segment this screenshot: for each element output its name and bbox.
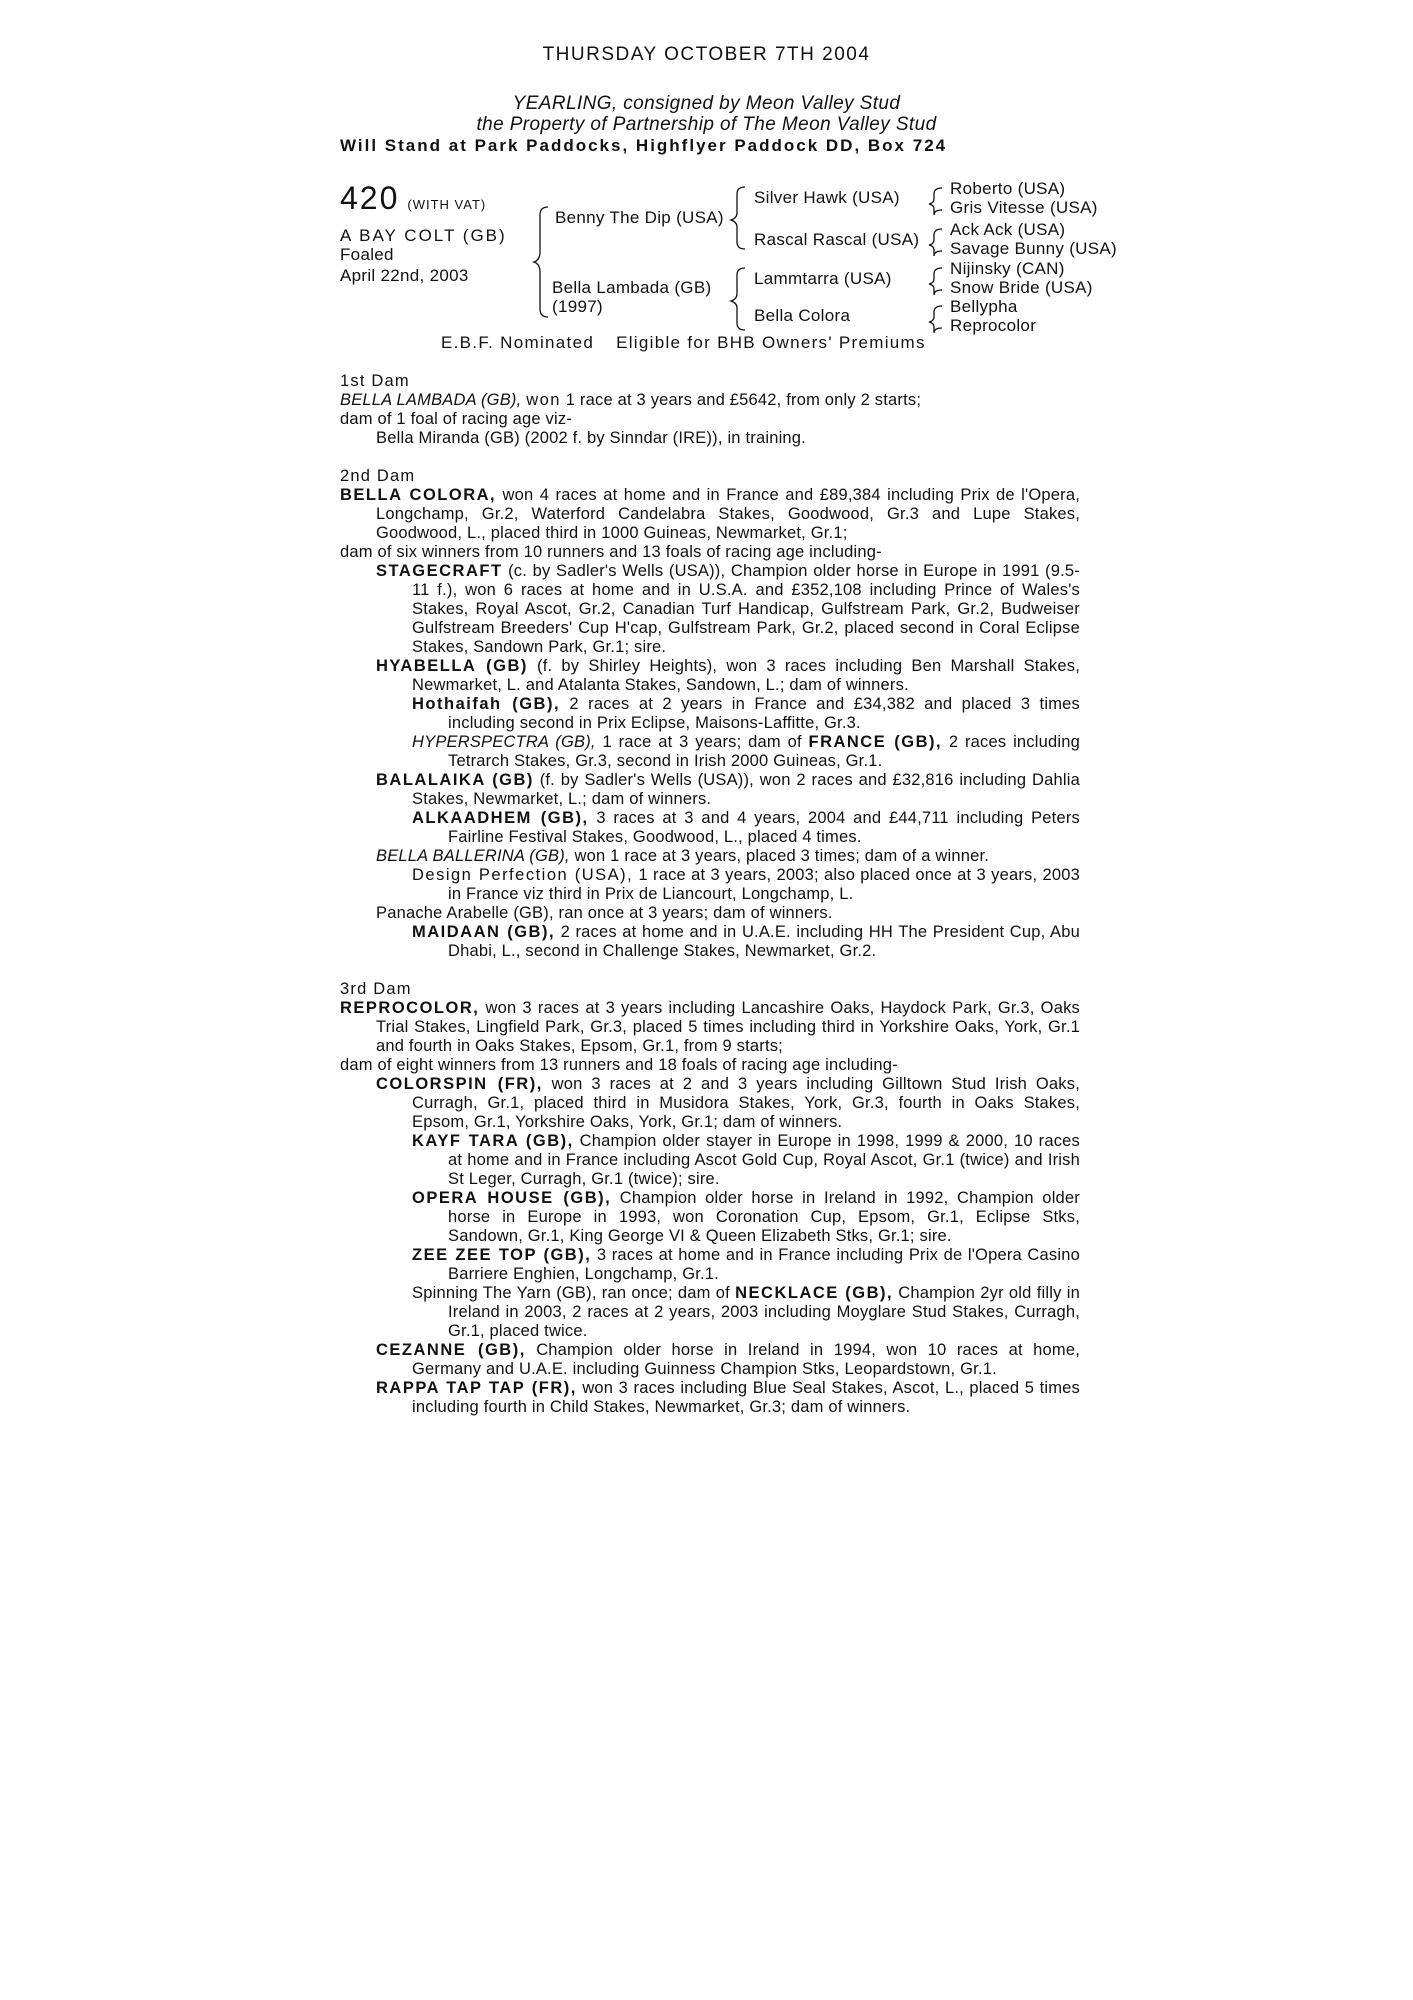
lot-number-value: 420 (340, 180, 400, 216)
produce-text: (f. by Sadler's Wells (USA)), won 2 races and £32,816 including Dahlia Stakes, Newmarket, L.; dam of winners. (412, 771, 1080, 808)
produce-text: (f. by Shirley Heights), won 3 races including Ben Marshall Stakes, Newmarket, L. and Atalanta Stakes, Sandown, L.; dam of winners. (412, 657, 1080, 694)
vat-note: (WITH VAT) (407, 197, 487, 212)
produce-name: NECKLACE (GB), (735, 1284, 894, 1302)
produce-name: KAYF TARA (GB), (412, 1132, 574, 1150)
produce-text: 3 races at home and in France including Prix de l'Opera Casino Barriere Enghien, Longchamp, Gr.1. (448, 1246, 1080, 1283)
produce-design-perfection (412, 866, 1080, 904)
produce-text-2: 2 races including Tetrarch Stakes, Gr.3, second in Irish 2000 Guineas, Gr.1. (448, 733, 1080, 770)
produce-rappa-tap-tap (376, 1379, 1080, 1417)
produce-stagecraft (376, 562, 1080, 657)
produce-text: won 1 race at 3 years, placed 3 times; dam of a winner. (574, 847, 990, 865)
produce-colorspin (376, 1075, 1080, 1132)
produce-text: Champion older horse in Ireland in 1994, won 10 races at home, Germany and U.A.E. including Guinness Champion Stks, Leopardstown, Gr.1. (412, 1341, 1080, 1378)
pedigree-table (0, 0, 1413, 360)
grandparent-7: Bellypha (950, 297, 1018, 316)
first-dam-foal: Bella Miranda (GB) (2002 f. by Sinndar (IRE)), in training. (376, 429, 806, 447)
produce-text: Champion older stayer in Europe in 1998, 1999 & 2000, 10 races at home and in France including Ascot Gold Cup, Royal Ascot, Gr.1 (twice) and Irish St Leger, Curragh, Gr.1 (twice); sire. (448, 1132, 1080, 1188)
dam-year: (1997) (552, 297, 603, 316)
third-dam-text: won 3 races at 3 years including Lancashire Oaks, Haydock Park, Gr.3, Oaks Trial Stakes, Lingfield Park, Gr.3, placed 5 times including third in Yorkshire Oaks, York, Gr.1 and fourth in Oaks Stakes, Epsom, Gr.1, from 9 starts; (376, 999, 1080, 1055)
produce-hyperspectra (412, 733, 1080, 771)
produce-text: 2 races at home and in U.A.E. including HH The President Cup, Abu Dhabi, L., second in Challenge Stakes, Newmarket, Gr.2. (448, 923, 1080, 960)
sire-dam: Rascal Rascal (USA) (754, 230, 920, 249)
catalogue-notes (340, 372, 1080, 1417)
produce-name: OPERA HOUSE (GB), (412, 1189, 612, 1207)
sale-date: THURSDAY OCTOBER 7TH 2004 (542, 44, 871, 65)
grandparent-2: Gris Vitesse (USA) (950, 198, 1098, 217)
grandparent-4: Savage Bunny (USA) (950, 239, 1117, 258)
pedigree-brackets (0, 0, 1413, 360)
grandparent-5: Nijinsky (CAN) (950, 259, 1065, 278)
produce-balalaika (376, 771, 1080, 809)
produce-name: ALKAADHEM (GB), (412, 809, 589, 827)
produce-text: 2 races at 2 years in France and £34,382 and placed 3 times including second in Prix Eclipse, Maisons-Laffitte, Gr.3. (448, 695, 1080, 732)
produce-text: Spinning The Yarn (GB), ran once; dam of (412, 1284, 730, 1302)
consignor-line: YEARLING, consigned by Meon Valley Stud (512, 93, 901, 114)
first-dam-name: BELLA LAMBADA (GB), (340, 391, 522, 409)
first-dam-text: 1 race at 3 years and £5642, from only 2 starts; (565, 391, 922, 409)
produce-name: ZEE ZEE TOP (GB), (412, 1246, 592, 1264)
produce-name: BALALAIKA (GB) (376, 771, 534, 789)
produce-name: HYABELLA (GB) (376, 657, 528, 675)
eligibility-line (441, 333, 926, 353)
foaled-date: April 22nd, 2003 (340, 266, 469, 285)
produce-hothaifah (412, 695, 1080, 733)
produce-text: 1 race at 3 years, 2003; also placed once at 3 years, 2003 in France viz third in Prix de Liancourt, Longchamp, L. (448, 866, 1080, 903)
produce-text: won 3 races including Blue Seal Stakes, Ascot, L., placed 5 times including fourth in Child Stakes, Newmarket, Gr.3; dam of winners. (412, 1379, 1080, 1416)
produce-cezanne (376, 1341, 1080, 1379)
produce-name: HYPERSPECTRA (GB), (412, 733, 596, 751)
third-dam-record (340, 999, 1080, 1056)
grandparent-8: Reprocolor (950, 316, 1037, 335)
third-dam-name: REPROCOLOR, (340, 999, 480, 1017)
dam: Bella Lambada (GB) (552, 278, 712, 297)
produce-text: won 3 races at 2 and 3 years including Gilltown Stud Irish Oaks, Curragh, Gr.1, placed third in Musidora Stakes, York, Gr.3, fourth in Oaks Stakes, Epsom, Gr.1, Yorkshire Oaks, York, Gr.1; dam of winners. (412, 1075, 1080, 1131)
sire-sire: Silver Hawk (USA) (754, 188, 900, 207)
produce-name: STAGECRAFT (376, 562, 503, 580)
dam-sire: Lammtarra (USA) (754, 269, 892, 288)
first-dam-produce: dam of 1 foal of racing age viz- (340, 410, 573, 428)
dam-dam: Bella Colora (754, 306, 851, 325)
property-line: the Property of Partnership of The Meon Valley Stud (476, 114, 937, 135)
second-dam-record (340, 486, 1080, 543)
produce-kayf-tara (412, 1132, 1080, 1189)
produce-alkaadhem (412, 809, 1080, 847)
grandparent-3: Ack Ack (USA) (950, 220, 1066, 239)
produce-text-2: Champion 2yr old filly in Ireland in 2003, 2 races at 2 years, 2003 including Moyglare Stud Stakes, Curragh, Gr.1, placed twice. (448, 1284, 1080, 1340)
produce-name: Design Perfection (USA), (412, 866, 634, 884)
produce-text: 1 race at 3 years; dam of (602, 733, 802, 751)
produce-name-2: FRANCE (GB), (808, 733, 943, 751)
produce-text: (c. by Sadler's Wells (USA)), Champion older horse in Europe in 1991 (9.5-11 f.), won 6 races at home and in U.S.A. and £352,108 including Prince of Wales's Stakes, Royal Ascot, Gr.2, Canadian Turf Handicap, Gulfstream Park, Gr.2, Budweiser Gulfstream Breeders' Cup H'cap, Gulfstream Park, Gr.2, placed second in Coral Eclipse Stakes, Sandown Park, Gr.1; sire. (412, 562, 1080, 656)
produce-name: CEZANNE (GB), (376, 1341, 526, 1359)
first-dam-heading: 1st Dam (340, 372, 410, 390)
grandparent-1: Roberto (USA) (950, 179, 1066, 198)
second-dam-heading: 2nd Dam (340, 467, 416, 485)
bhb-premiums: Eligible for BHB Owners' Premiums (616, 333, 926, 352)
grandparent-6: Snow Bride (USA) (950, 278, 1093, 297)
produce-name: MAIDAAN (GB), (412, 923, 556, 941)
sire: Benny The Dip (USA) (555, 208, 724, 227)
produce-name: BELLA BALLERINA (GB), (376, 847, 570, 865)
produce-spinning-the-yarn (412, 1284, 1080, 1341)
produce-bella-ballerina (376, 847, 1080, 866)
second-dam-summary: dam of six winners from 10 runners and 13 foals of racing age including- (340, 543, 882, 561)
foaled-label: Foaled (340, 245, 394, 264)
lot-description: A BAY COLT (GB) (340, 226, 507, 245)
second-dam-name: BELLA COLORA, (340, 486, 497, 504)
produce-name: COLORSPIN (FR), (376, 1075, 543, 1093)
second-dam-text: won 4 races at home and in France and £89,384 including Prix de l'Opera, Longchamp, Gr.2, Waterford Candelabra Stakes, Goodwood, Gr.3 and Lupe Stakes, Goodwood, L., placed third in 1000 Guineas, Newmarket, Gr.1; (376, 486, 1080, 542)
produce-hyabella (376, 657, 1080, 695)
stand-location: Will Stand at Park Paddocks, Highflyer Paddock DD, Box 724 (340, 136, 948, 155)
produce-text: Champion older horse in Ireland in 1992, Champion older horse in Europe in 1993, won Coronation Cup, Epsom, Gr.1, Eclipse Stks, Sandown, Gr.1, King George VI & Queen Elizabeth Stks, Gr.1; sire. (448, 1189, 1081, 1245)
third-dam-heading: 3rd Dam (340, 980, 412, 998)
produce-opera-house (412, 1189, 1080, 1246)
produce-name: RAPPA TAP TAP (FR), (376, 1379, 577, 1397)
produce-panache-arabelle: Panache Arabelle (GB), ran once at 3 years; dam of winners. (376, 904, 833, 922)
produce-zee-zee-top (412, 1246, 1080, 1284)
produce-maidaan (412, 923, 1080, 961)
ebf-nominated: E.B.F. Nominated (441, 333, 595, 352)
first-dam-won: won (526, 391, 561, 409)
produce-name: Hothaifah (GB), (412, 695, 561, 713)
first-dam-record (340, 391, 1080, 410)
produce-text: 3 races at 3 and 4 years, 2004 and £44,711 including Peters Fairline Festival Stakes, Goodwood, L., placed 4 times. (448, 809, 1080, 846)
third-dam-summary: dam of eight winners from 13 runners and 18 foals of racing age including- (340, 1056, 898, 1074)
